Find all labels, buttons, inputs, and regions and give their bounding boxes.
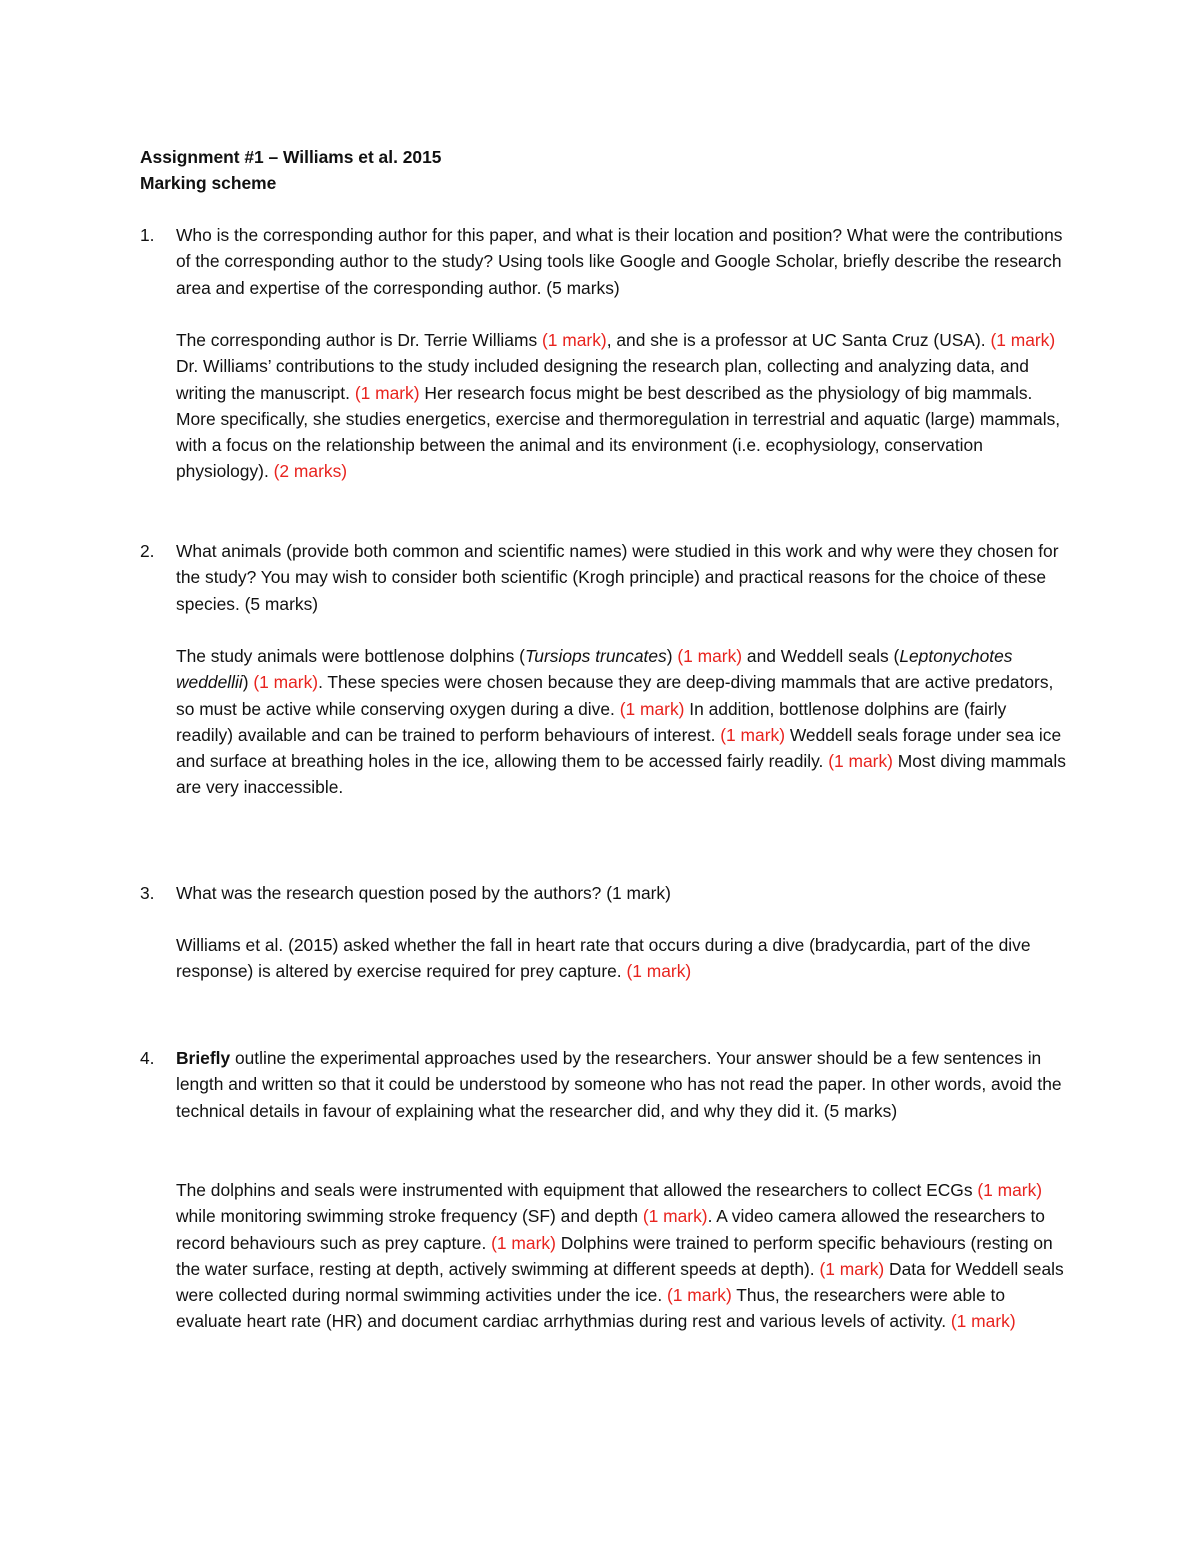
question-text: What was the research question posed by the authors? (1 mark) (176, 883, 671, 903)
answer-text: Dolphins were trained to perform specific behaviours (resting on the water surface, resting at depth, actively swimming at different speeds at depth). (176, 1232, 1053, 1279)
answer-text: while monitoring swimming stroke frequency (SF) and depth (176, 1206, 643, 1227)
question-number: 1. (140, 225, 155, 245)
answer-text: ) (242, 672, 254, 693)
answer-text: Thus, the researchers were able to evaluate heart rate (HR) and document cardiac arrhythmias during rest and various levels of activity. (176, 1285, 1005, 1332)
question-1 (140, 222, 1070, 301)
mark-label: (1 mark) (677, 646, 743, 666)
question-text (176, 1045, 1070, 1124)
answer-text: Data for Weddell seals were collected during normal swimming activities under the ice. (176, 1258, 1064, 1306)
mark-label: (2 marks) (273, 461, 348, 482)
document-title: Assignment #1 – Williams et al. 2015 (140, 147, 442, 167)
mark-label: (1 mark) (819, 1258, 885, 1279)
question-emphasis: Briefly (176, 1048, 231, 1068)
question-number: 2. (140, 541, 155, 561)
mark-label: (1 mark) (253, 672, 319, 693)
mark-label: (1 mark) (828, 751, 893, 772)
answer-text: The corresponding author is Dr. Terrie Williams (176, 330, 542, 350)
answer-text: , and she is a professor at UC Santa Cruz (USA). (606, 330, 991, 350)
question-2 (140, 538, 1070, 617)
mark-label: (1 mark) (977, 1180, 1043, 1200)
mark-label: (1 mark) (626, 961, 692, 982)
mark-label: (1 mark) (619, 698, 685, 719)
answer-2 (176, 643, 1066, 801)
answer-text: Dr. Williams’ contributions to the study included designing the research plan, collecting and analyzing data, and writing the manuscript. (176, 356, 1029, 403)
question-text: What animals (provide both common and scientific names) were studied in this work and why were they chosen for the study? You may wish to consider both scientific (Krogh principle) and practical reasons for the choice of these species. (5 marks) (176, 541, 1059, 614)
answer-text: In addition, bottlenose dolphins are (fairly readily) available and can be trained to perform behaviours of interest. (176, 698, 1007, 745)
mark-label: (1 mark) (642, 1206, 708, 1227)
question-text: Who is the corresponding author for this paper, and what is their location and position? What were the contributions of the corresponding author to the study? Using tools like Google and Google Scholar, briefly describe the research area and expertise of the corresponding author. (5 marks) (176, 225, 1063, 298)
answer-text: The dolphins and seals were instrumented with equipment that allowed the researchers to collect ECGs (176, 1180, 978, 1200)
question-number: 3. (140, 883, 155, 903)
answer-text: Weddell seals forage under sea ice and surface at breathing holes in the ice, allowing them to be accessed fairly readily. (176, 724, 1062, 772)
question-3 (140, 880, 1070, 906)
answer-text: . These species were chosen because they are deep-diving mammals that are active predators, so must be active while conserving oxygen during a dive. (176, 672, 1054, 719)
question-number: 4. (140, 1048, 155, 1068)
answer-text: and Weddell seals ( (742, 646, 900, 666)
mark-label: (1 mark) (354, 382, 420, 403)
question-4 (140, 1045, 1070, 1124)
answer-4 (176, 1177, 1066, 1335)
mark-label: (1 mark) (491, 1232, 556, 1253)
mark-label: (1 mark) (667, 1285, 732, 1306)
mark-label: (1 mark) (990, 330, 1056, 350)
answer-text: Williams et al. (2015) asked whether the fall in heart rate that occurs during a dive (bradycardia, part of the dive response) is altered by exercise required for prey capture. (176, 935, 1031, 982)
scientific-name: Leptonychotes weddellii (176, 646, 1013, 693)
mark-label: (1 mark) (541, 330, 607, 350)
answer-text: ) (666, 646, 678, 666)
scientific-name: Tursiops truncates (524, 646, 667, 666)
document-subtitle: Marking scheme (140, 173, 277, 193)
question-text-rest: outline the experimental approaches used by the researchers. Your answer should be a few sentences in length and written so that it could be understood by someone who has not read the paper. In other words, avoid the technical details in favour of explaining what the researcher did, and why they did it. (5 marks) (176, 1048, 1062, 1121)
answer-text: . A video camera allowed the researchers to record behaviours such as prey capture. (176, 1206, 1045, 1253)
answer-3 (176, 932, 1066, 985)
answer-text: The study animals were bottlenose dolphins ( (176, 646, 525, 666)
answer-1 (176, 327, 1066, 485)
mark-label: (1 mark) (950, 1311, 1016, 1332)
answer-text: Most diving mammals are very inaccessible. (176, 751, 1066, 798)
answer-text: Her research focus might be best described as the physiology of big mammals. More specifically, she studies energetics, exercise and thermoregulation in terrestrial and aquatic (large) mammals, with a focus on the relationship between the animal and its environment (i.e. ecophysiology, conservation physiology). (176, 382, 1061, 482)
mark-label: (1 mark) (720, 724, 785, 745)
